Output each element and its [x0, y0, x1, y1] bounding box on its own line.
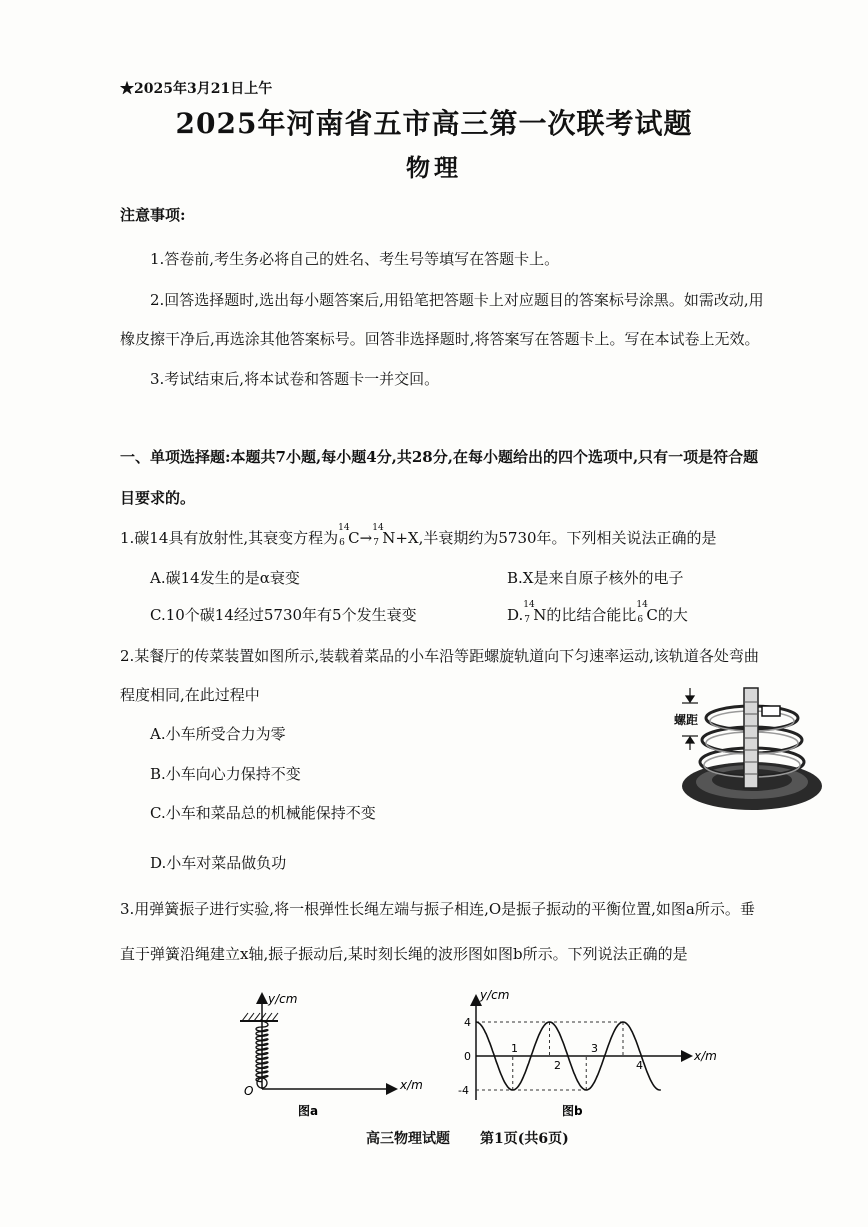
notice-title: 注意事项:	[120, 206, 186, 224]
fig-b-x-tick-1: 1	[511, 1042, 518, 1055]
q2-stem-cont: 程度相同,在此过程中	[120, 686, 260, 704]
q1-carbon-nuclide: 14 6	[338, 523, 350, 548]
q2-option-b: B.小车向心力保持不变	[150, 765, 301, 783]
q1-option-d: D. 14 7 N的比结合能比 14 6 C的大	[507, 600, 688, 625]
exam-subject: 物理	[406, 153, 462, 182]
q1-carbon-symbol: C→	[348, 529, 373, 547]
q1-stem-text: 1.碳14具有放射性,其衰变方程为	[120, 529, 339, 547]
food-cart	[762, 706, 780, 716]
notice-item-2-cont: 橡皮擦干净后,再选涂其他答案标号。回答非选择题时,将答案写在答题卡上。写在本试卷上无效。	[120, 330, 760, 348]
q1-stem	[120, 523, 717, 548]
pitch-label: 螺距	[674, 713, 699, 727]
fig-b-y-tick-4: 4	[464, 1016, 471, 1029]
q1-d-nitrogen-nuclide: 14 7	[523, 600, 535, 625]
fig-b-y-tick-0: 0	[464, 1050, 471, 1063]
spiral-conveyor-figure	[668, 682, 828, 816]
fig-a-caption: 图a	[298, 1104, 319, 1118]
footer-course: 高三物理试题	[366, 1131, 450, 1147]
footer-page: 第1页(共6页)	[480, 1131, 569, 1147]
fig-b-x-label: x/m	[694, 1049, 717, 1063]
q1-d-carbon-nuclide: 14 6	[636, 600, 648, 625]
figure-b-wave-graph	[450, 985, 730, 1120]
q1-nitrogen-nuclide: 14 7	[372, 523, 384, 548]
fig-b-x-tick-2: 2	[554, 1059, 561, 1072]
q1-option-b: B.X是来自原子核外的电子	[507, 569, 684, 587]
fig-b-x-tick-4: 4	[636, 1059, 643, 1072]
q2-option-d: D.小车对菜品做负功	[150, 854, 287, 872]
section-heading-cont: 目要求的。	[120, 489, 196, 507]
q1-option-c: C.10个碳14经过5730年有5个发生衰变	[150, 606, 417, 624]
exam-date: ★2025年3月21日上午	[120, 81, 273, 97]
fig-b-y-tick-neg4: -4	[458, 1084, 469, 1097]
exam-title: 2025年河南省五市高三第一次联考试题	[175, 107, 693, 140]
q2-stem: 2.某餐厅的传菜装置如图所示,装载着菜品的小车沿等距螺旋轨道向下匀速率运动,该轨道各处弯曲	[120, 647, 759, 665]
q1-option-a: A.碳14发生的是α衰变	[150, 569, 300, 587]
q1-stem-rest: N+X,半衰期约为5730年。下列相关说法正确的是	[382, 529, 717, 547]
fig-b-y-label: y/cm	[480, 988, 510, 1002]
fig-a-y-label: y/cm	[268, 992, 298, 1006]
fig-b-caption: 图b	[562, 1104, 583, 1118]
q3-stem-cont: 直于弹簧沿绳建立x轴,振子振动后,某时刻长绳的波形图如图b所示。下列说法正确的是	[120, 945, 688, 963]
notice-item-2: 2.回答选择题时,选出每小题答案后,用铅笔把答题卡上对应题目的答案标号涂黑。如需改动,用	[150, 291, 764, 309]
notice-item-1: 1.答卷前,考生务必将自己的姓名、考生号等填写在答题卡上。	[150, 250, 560, 268]
q2-option-a: A.小车所受合力为零	[150, 725, 286, 743]
fig-a-origin: O	[244, 1084, 254, 1098]
fig-a-x-label: x/m	[400, 1078, 423, 1092]
q3-stem: 3.用弹簧振子进行实验,将一根弹性长绳左端与振子相连,O是振子振动的平衡位置,如图a所示。垂	[120, 900, 755, 918]
notice-item-3: 3.考试结束后,将本试卷和答题卡一并交回。	[150, 370, 440, 388]
fig-b-x-tick-3: 3	[591, 1042, 598, 1055]
q2-option-c: C.小车和菜品总的机械能保持不变	[150, 804, 376, 822]
section-heading: 一、单项选择题:本题共7小题,每小题4分,共28分,在每小题给出的四个选项中,只有一项是符合题	[120, 448, 759, 466]
figure-a-spring-oscillator	[230, 985, 430, 1120]
